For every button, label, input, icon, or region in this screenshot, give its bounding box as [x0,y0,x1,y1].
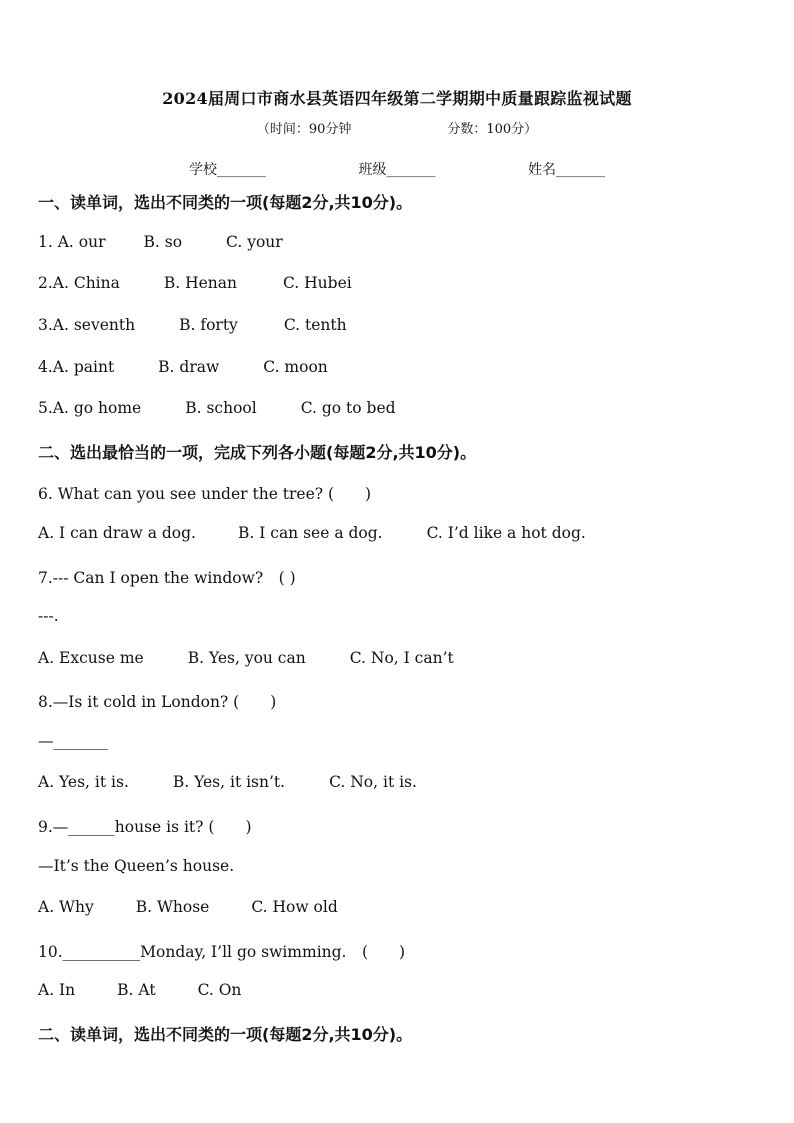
option-c: C. No, it is. [329,773,417,791]
question-2 [38,274,764,292]
option-c: C. No, I can’t [349,649,454,667]
page-title: 2024届周口市商水县英语四年级第二学期期中质量跟踪监视试题 [162,89,632,108]
question-10-options [38,981,764,999]
option-c: C. Hubei [283,274,352,292]
option-c: C. On [197,981,242,999]
question-4 [38,358,764,376]
question-7-reply: ---. [38,607,59,625]
question-3 [38,316,764,334]
option-b: B. Whose [135,898,210,916]
option-b: B. Yes, you can [187,649,306,667]
option-a: A. Excuse me [38,649,144,667]
question-8-stem: 8.—Is it cold in London? ( ) [38,693,277,711]
question-8-reply: —_______ [38,732,108,750]
option-a: A. Why [38,898,94,916]
school-field: 学校_______ [189,162,267,178]
option-b: B. Henan [163,274,237,292]
question-6-stem: 6. What can you see under the tree? ( ) [38,485,372,503]
option-b: B. draw [158,358,220,376]
option-a: 2.A. China [38,274,120,292]
option-b: B. I can see a dog. [237,524,383,542]
option-a: A. In [38,981,76,999]
option-a: 1. A. our [38,233,106,251]
option-c: C. How old [251,898,338,916]
option-c: C. I’d like a hot dog. [426,524,586,542]
option-c: C. tenth [283,316,347,334]
option-b: B. school [185,399,257,417]
exam-meta [0,118,794,137]
student-info [0,159,794,179]
option-c: C. go to bed [300,399,396,417]
question-9-options [38,898,764,916]
option-b: B. At [117,981,156,999]
question-7-stem: 7.--- Can I open the window? ( ) [38,569,296,587]
option-c: C. moon [263,358,328,376]
option-b: B. so [143,233,183,251]
question-8-options [38,773,764,791]
option-a: 3.A. seventh [38,316,136,334]
time-info: （时间：90分钟 [256,122,352,137]
question-1 [38,233,764,251]
question-9-reply: —It’s the Queen’s house. [38,857,235,875]
option-a: 4.A. paint [38,358,115,376]
question-6-options [38,524,764,542]
option-c: C. your [226,233,283,251]
name-field: 姓名_______ [527,162,605,178]
option-b: B. forty [179,316,238,334]
class-field: 班级_______ [358,162,436,178]
section-heading-2: 二、选出最恰当的一项，完成下列各小题(每题2分,共10分)。 [38,443,477,462]
option-a: 5.A. go home [38,399,142,417]
question-5 [38,399,764,417]
question-9-stem: 9.—______house is it? ( ) [38,818,252,836]
option-a: A. I can draw a dog. [38,524,196,542]
option-b: B. Yes, it isn’t. [172,773,286,791]
question-10-stem: 10.__________Monday, I’ll go swimming. ( ) [38,943,406,961]
section-heading-3: 二、读单词，选出不同类的一项(每题2分,共10分)。 [38,1025,413,1044]
score-info: 分数：100分） [447,122,538,137]
question-7-options [38,649,764,667]
option-a: A. Yes, it is. [38,773,129,791]
section-heading-1: 一、读单词，选出不同类的一项(每题2分,共10分)。 [38,193,413,212]
